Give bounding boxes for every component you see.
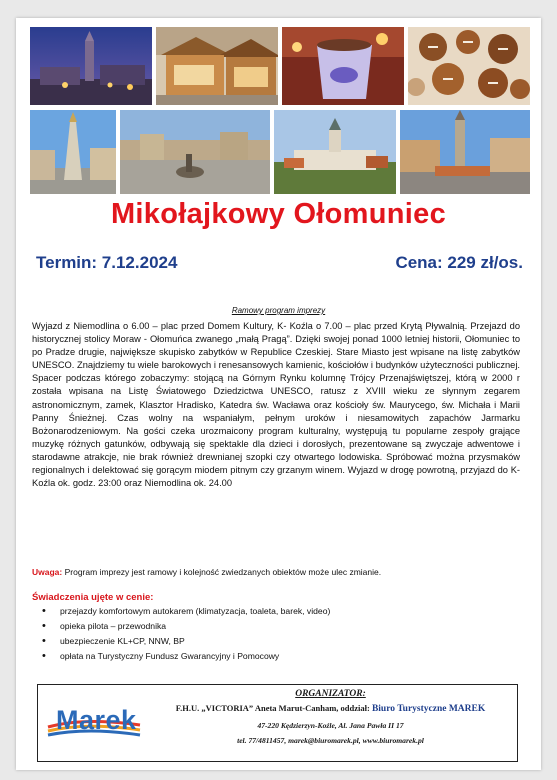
organizer-contact[interactable]: tel. 77/4811457, marek@biuromarek.pl, www.biuromarek.pl — [237, 736, 424, 745]
photo-olomouc-night-square — [30, 27, 152, 105]
benefits-list — [42, 604, 330, 664]
organizer-address: 47-220 Kędzierzyn-Koźle, Al. Jana Pawła II 17 — [257, 721, 404, 730]
flyer-page — [16, 18, 541, 770]
list-item: • ubezpieczenie KL+CP, NNW, BP — [42, 634, 330, 649]
photo-hradisko-monastery — [274, 110, 396, 194]
list-item: • opłata na Turystyczny Fundusz Gwarancyjny i Pomocowy — [42, 649, 330, 664]
program-note — [32, 567, 520, 577]
program-heading: Ramowy program imprezy — [231, 306, 326, 315]
event-date: Termin: 7.12.2024 — [36, 253, 178, 272]
photo-gingerbread-cookies — [408, 27, 530, 105]
photo-town-hall-square — [400, 110, 530, 194]
note-text: Program imprezy jest ramowy i kolejność zwiedzanych obiektów może ulec zmianie. — [62, 567, 382, 577]
company-name: Biuro Turystyczne MAREK — [371, 704, 486, 714]
photo-collage — [30, 27, 530, 217]
photo-hot-drink-cup — [282, 27, 404, 105]
program-description: Wyjazd z Niemodlina o 6.00 – plac przed Domem Kultury, K- Koźla o 7.00 – plac przed Krytą Pływalnią. Przejazd do historycznej stolicy Moraw - Ołomuńca zwanego „małą Pragą”. Dzięki swojej ponad 1000 letniej historii, Ołomuniec to po Pradze drugie, największe skupisko zabytków w Republice Czeskiej. Stare Miasto jest wpisane na listę zabytków UNESCO. Znajdziemy tu wiele barokowych i renesansowych kamienic, kościołów i budynków użyteczności publicznej. Spacer podczas którego zobaczymy: stojącą na Górnym Rynku kolumnę Trójcy Przenajświętszej, którą w 2000 r została wpisana na Listę Światowego Dziedzictwa UNESCO, ratusz z XVIII wieku ze słynnym zegarem astronomicznym, zamek, Klasztor Hradisko, Katedra św. Wacława oraz kościoły św. Maurycego, św. Michała i Marii Panny Śnieżnej. Czas wolny na wspaniałym, pełnym uroków i niesamowitych zapachów Jarmarku Bożonarodzeniowym. Na gości czeka urozmaicony program kulturalny, występują tu popularne zespoły grające muzykę różnych gatunków, odbywają się spektakle dla dzieci i dorosłych, prezentowane są zwyczaje adwentowe i starodawne atrakcje, nie brak również drewnianej szopki czy otwartego lodowiska. Spróbować można przysmaków regionalnych i delektować się gorącym miodem pitnym czy grzanym winem. Wyjazd w drogę powrotną, przyjazd do K-Koźla ok. godz. 23:00 oraz Niemodlina ok. 24.00 — [32, 321, 520, 489]
list-item: • opieka pilota – przewodnika — [42, 619, 330, 634]
event-title: Mikołajkowy Ołomuniec — [110, 198, 447, 230]
photo-square-panorama — [120, 110, 270, 194]
event-price: Cena: 229 zł/os. — [395, 253, 523, 272]
logo-text: Marek — [56, 705, 137, 735]
photo-christmas-stalls — [156, 27, 278, 105]
organizer-company — [148, 703, 513, 714]
company-line: F.H.U. „VICTORIA” Aneta Marut-Canham, oddział: — [175, 703, 372, 713]
note-label: Uwaga: — [32, 567, 63, 577]
photo-holy-trinity-column — [30, 110, 116, 194]
marek-logo — [44, 691, 144, 739]
benefits-heading: Świadczenia ujęte w cenie: — [32, 592, 154, 603]
organizer-label: ORGANIZATOR: — [295, 689, 366, 699]
organizer-box — [37, 684, 518, 762]
list-item: • przejazdy komfortowym autokarem (klimatyzacja, toaleta, barek, video) — [42, 604, 330, 619]
